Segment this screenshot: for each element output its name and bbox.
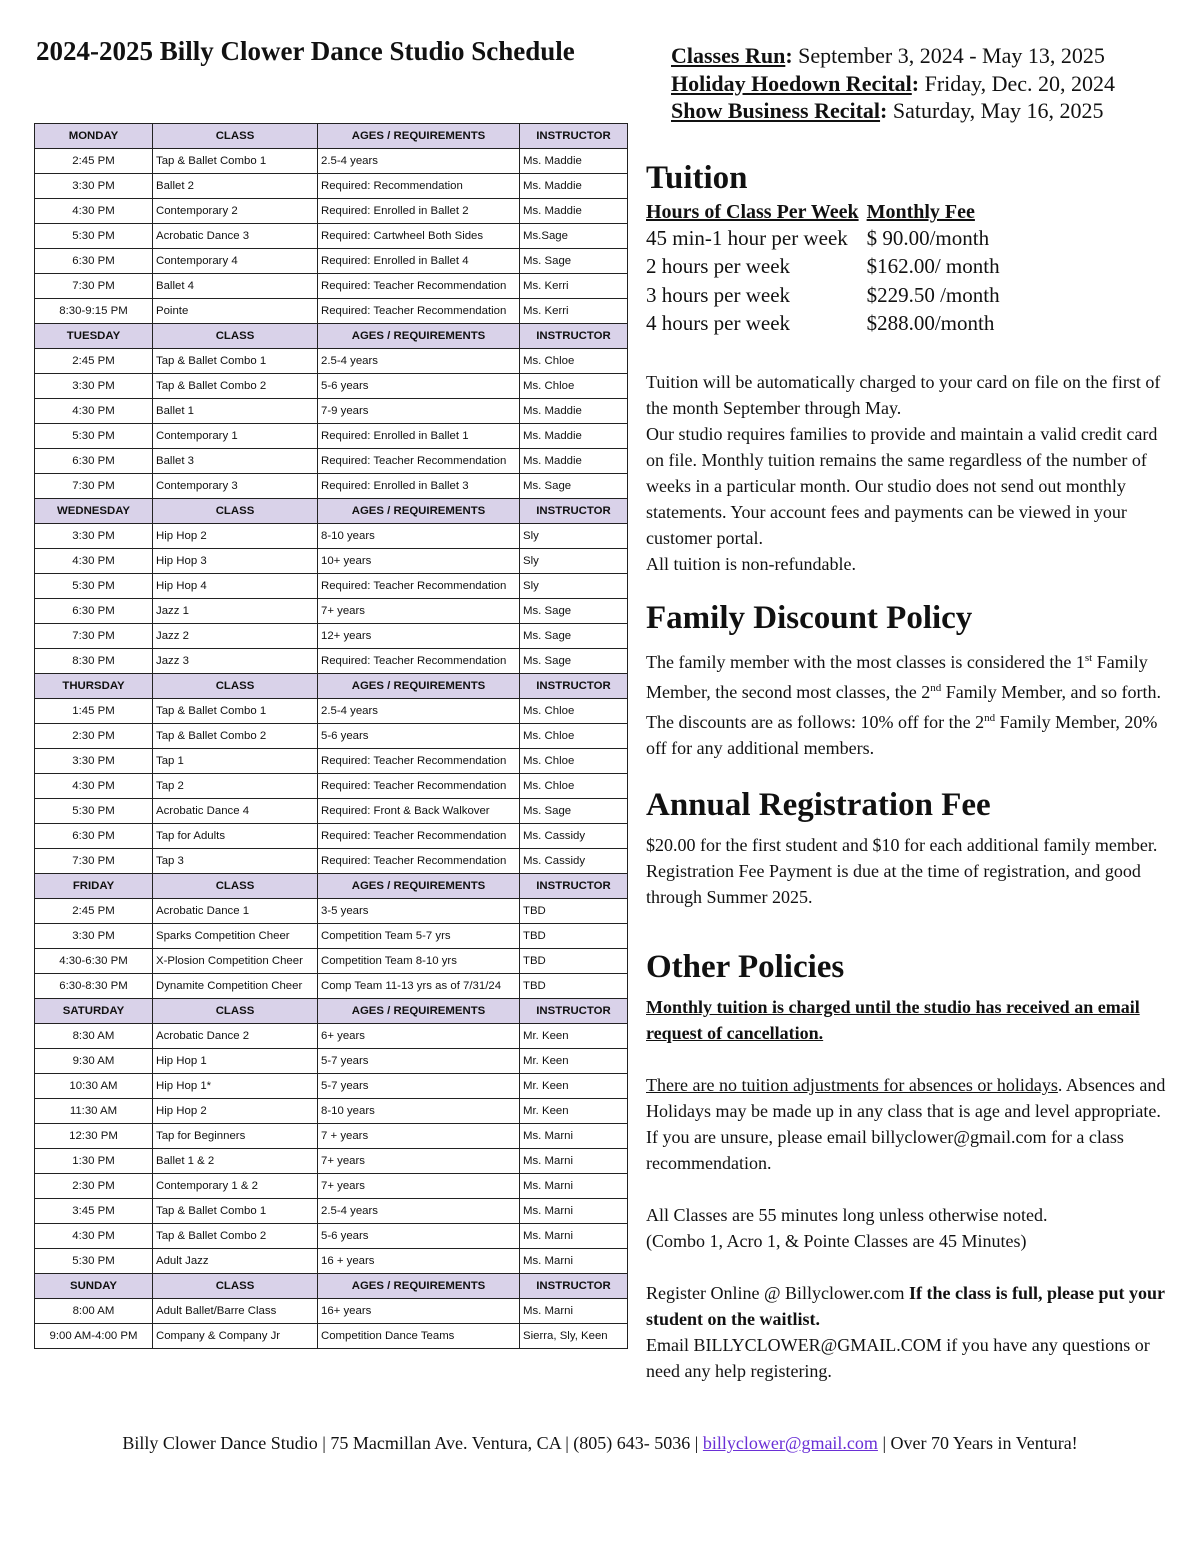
class-instructor: Ms. Kerri	[520, 274, 628, 299]
class-row	[35, 399, 628, 424]
class-requirements: Comp Team 11-13 yrs as of 7/31/24	[318, 974, 520, 999]
class-time: 10:30 AM	[35, 1074, 153, 1099]
class-time: 8:30 AM	[35, 1024, 153, 1049]
day-header-tuesday	[35, 324, 628, 349]
tuition-row: 2 hours per week $162.00/ month	[646, 254, 1000, 279]
class-name: Contemporary 2	[153, 199, 318, 224]
class-requirements: Required: Teacher Recommendation	[318, 274, 520, 299]
class-instructor: TBD	[520, 949, 628, 974]
hours-header: Hours of Class Per Week	[646, 201, 859, 223]
column-header: INSTRUCTOR	[520, 674, 628, 699]
class-name: Tap 3	[153, 849, 318, 874]
class-row	[35, 1024, 628, 1049]
class-requirements: 2.5-4 years	[318, 699, 520, 724]
class-requirements: Required: Enrolled in Ballet 3	[318, 474, 520, 499]
class-time: 3:30 PM	[35, 524, 153, 549]
class-instructor: Ms. Maddie	[520, 449, 628, 474]
class-requirements: Required: Cartwheel Both Sides	[318, 224, 520, 249]
class-time: 9:30 AM	[35, 1049, 153, 1074]
classes-run-line: Classes Run: September 3, 2024 - May 13, 2025	[671, 43, 1105, 68]
column-header: CLASS	[153, 324, 318, 349]
class-time: 5:30 PM	[35, 1249, 153, 1274]
class-requirements: Required: Teacher Recommendation	[318, 449, 520, 474]
class-time: 3:30 PM	[35, 374, 153, 399]
class-time: 11:30 AM	[35, 1099, 153, 1124]
tuition-row: 3 hours per week $229.50 /month	[646, 282, 1000, 307]
class-name: Contemporary 4	[153, 249, 318, 274]
tuition-table	[646, 201, 1000, 338]
class-time: 3:30 PM	[35, 174, 153, 199]
day-label: THURSDAY	[35, 674, 153, 699]
class-name: Contemporary 1 & 2	[153, 1174, 318, 1199]
column-header: INSTRUCTOR	[520, 1274, 628, 1299]
column-header: AGES / REQUIREMENTS	[318, 674, 520, 699]
class-requirements: Required: Teacher Recommendation	[318, 749, 520, 774]
class-row	[35, 974, 628, 999]
class-instructor: TBD	[520, 974, 628, 999]
class-requirements: 2.5-4 years	[318, 149, 520, 174]
class-row	[35, 849, 628, 874]
class-name: Jazz 2	[153, 624, 318, 649]
class-time: 7:30 PM	[35, 849, 153, 874]
class-instructor: Ms. Marni	[520, 1224, 628, 1249]
class-requirements: 5-6 years	[318, 374, 520, 399]
class-name: Ballet 1 & 2	[153, 1149, 318, 1174]
day-label: MONDAY	[35, 124, 153, 149]
class-row	[35, 574, 628, 599]
class-name: Tap for Adults	[153, 824, 318, 849]
column-header: INSTRUCTOR	[520, 499, 628, 524]
class-time: 4:30-6:30 PM	[35, 949, 153, 974]
class-requirements: 10+ years	[318, 549, 520, 574]
class-name: Tap & Ballet Combo 2	[153, 374, 318, 399]
other-policies-section	[646, 949, 1171, 1384]
class-name: Hip Hop 2	[153, 524, 318, 549]
class-requirements: 7+ years	[318, 599, 520, 624]
class-name: Sparks Competition Cheer	[153, 924, 318, 949]
class-instructor: Ms. Maddie	[520, 149, 628, 174]
day-header-sunday	[35, 1274, 628, 1299]
class-time: 8:00 AM	[35, 1299, 153, 1324]
day-header-monday	[35, 124, 628, 149]
class-name: Hip Hop 3	[153, 549, 318, 574]
class-time: 8:30-9:15 PM	[35, 299, 153, 324]
class-requirements: Competition Team 5-7 yrs	[318, 924, 520, 949]
day-label: FRIDAY	[35, 874, 153, 899]
column-header: CLASS	[153, 499, 318, 524]
absence-policy: There are no tuition adjustments for absences or holidays. Absences and Holidays may be made up in any class that is age and level appropriate. If you are unsure, please email billyclower@gmail.com for a class recommendation.	[646, 1075, 1166, 1173]
class-time: 2:45 PM	[35, 349, 153, 374]
registration-fee-section	[646, 787, 1171, 910]
footer: Billy Clower Dance Studio | 75 Macmillan Ave. Ventura, CA | (805) 643- 5036 | billyclower@gmail.com | Over 70 Years in Ventura!	[122, 1433, 1078, 1453]
help-email-note: Email BILLYCLOWER@GMAIL.COM if you have any questions or need any help registering.	[646, 1335, 1150, 1381]
class-row	[35, 549, 628, 574]
class-time: 5:30 PM	[35, 424, 153, 449]
class-time: 3:45 PM	[35, 1199, 153, 1224]
class-requirements: 8-10 years	[318, 1099, 520, 1124]
class-requirements: 7-9 years	[318, 399, 520, 424]
tuition-heading: Tuition	[646, 160, 748, 196]
column-header: CLASS	[153, 124, 318, 149]
class-instructor: TBD	[520, 899, 628, 924]
class-instructor: Ms.Sage	[520, 224, 628, 249]
column-header: CLASS	[153, 674, 318, 699]
class-requirements: 7+ years	[318, 1174, 520, 1199]
class-row	[35, 749, 628, 774]
family-discount-section	[646, 600, 1171, 761]
class-instructor: Ms. Sage	[520, 249, 628, 274]
column-header: AGES / REQUIREMENTS	[318, 499, 520, 524]
class-requirements: Required: Teacher Recommendation	[318, 824, 520, 849]
class-time: 4:30 PM	[35, 399, 153, 424]
class-length-note: All Classes are 55 minutes long unless otherwise noted.	[646, 1205, 1048, 1225]
class-instructor: Ms. Sage	[520, 474, 628, 499]
class-instructor: Ms. Sage	[520, 599, 628, 624]
class-requirements: 16 + years	[318, 1249, 520, 1274]
class-row	[35, 299, 628, 324]
class-requirements: Required: Teacher Recommendation	[318, 299, 520, 324]
class-time: 3:30 PM	[35, 749, 153, 774]
class-row	[35, 1049, 628, 1074]
class-row	[35, 774, 628, 799]
class-instructor: Mr. Keen	[520, 1099, 628, 1124]
show-recital-line: Show Business Recital: Saturday, May 16, 2025	[671, 98, 1104, 123]
class-row	[35, 249, 628, 274]
class-instructor: Mr. Keen	[520, 1049, 628, 1074]
class-requirements: 3-5 years	[318, 899, 520, 924]
class-time: 2:30 PM	[35, 1174, 153, 1199]
class-time: 6:30 PM	[35, 824, 153, 849]
class-time: 2:45 PM	[35, 899, 153, 924]
column-header: INSTRUCTOR	[520, 999, 628, 1024]
class-name: Acrobatic Dance 3	[153, 224, 318, 249]
class-time: 8:30 PM	[35, 649, 153, 674]
class-requirements: Required: Teacher Recommendation	[318, 574, 520, 599]
class-name: Hip Hop 1*	[153, 1074, 318, 1099]
class-name: Hip Hop 2	[153, 1099, 318, 1124]
class-row	[35, 224, 628, 249]
class-instructor: Ms. Chloe	[520, 724, 628, 749]
class-instructor: Ms. Chloe	[520, 749, 628, 774]
class-requirements: 8-10 years	[318, 524, 520, 549]
class-row	[35, 1149, 628, 1174]
register-note: Register Online @ Billyclower.com If the class is full, please put your student on the waitlist.	[646, 1283, 1165, 1329]
class-requirements: 5-6 years	[318, 724, 520, 749]
class-requirements: Required: Front & Back Walkover	[318, 799, 520, 824]
class-row	[35, 449, 628, 474]
class-time: 4:30 PM	[35, 199, 153, 224]
day-label: WEDNESDAY	[35, 499, 153, 524]
class-row	[35, 1224, 628, 1249]
class-requirements: Required: Teacher Recommendation	[318, 849, 520, 874]
column-header: AGES / REQUIREMENTS	[318, 124, 520, 149]
class-name: Jazz 3	[153, 649, 318, 674]
class-instructor: Ms. Chloe	[520, 699, 628, 724]
class-name: Tap 2	[153, 774, 318, 799]
class-requirements: Required: Recommendation	[318, 174, 520, 199]
class-length-exception: (Combo 1, Acro 1, & Pointe Classes are 45 Minutes)	[646, 1231, 1027, 1251]
class-name: Adult Ballet/Barre Class	[153, 1299, 318, 1324]
class-row	[35, 174, 628, 199]
class-name: Tap & Ballet Combo 1	[153, 149, 318, 174]
class-instructor: Sly	[520, 574, 628, 599]
tuition-policy-text: Tuition will be automatically charged to your card on file on the first of the month September through May. Our studio requires families to provide and maintain a valid credit card on file. Monthly tuition remains the same regardless of the number of weeks in a particular month. Our studio does not send out monthly statements. Your account fees and payments can be viewed in your customer portal. All tuition is non-refundable.	[646, 372, 1161, 574]
class-time: 7:30 PM	[35, 624, 153, 649]
class-name: Hip Hop 4	[153, 574, 318, 599]
class-name: Acrobatic Dance 2	[153, 1024, 318, 1049]
class-requirements: 2.5-4 years	[318, 1199, 520, 1224]
class-instructor: Ms. Marni	[520, 1249, 628, 1274]
class-requirements: Required: Enrolled in Ballet 2	[318, 199, 520, 224]
column-header: AGES / REQUIREMENTS	[318, 874, 520, 899]
class-name: Jazz 1	[153, 599, 318, 624]
class-instructor: Mr. Keen	[520, 1074, 628, 1099]
class-name: Acrobatic Dance 1	[153, 899, 318, 924]
class-name: Ballet 1	[153, 399, 318, 424]
class-name: Tap & Ballet Combo 1	[153, 1199, 318, 1224]
class-row	[35, 949, 628, 974]
class-requirements: 7 + years	[318, 1124, 520, 1149]
class-instructor: Ms. Maddie	[520, 199, 628, 224]
class-name: Tap & Ballet Combo 1	[153, 349, 318, 374]
column-header: INSTRUCTOR	[520, 324, 628, 349]
class-row	[35, 1324, 628, 1349]
class-row	[35, 1199, 628, 1224]
page-title: 2024-2025 Billy Clower Dance Studio Schedule	[36, 36, 575, 66]
class-time: 6:30 PM	[35, 249, 153, 274]
class-name: Tap & Ballet Combo 2	[153, 1224, 318, 1249]
class-name: X-Plosion Competition Cheer	[153, 949, 318, 974]
class-instructor: Ms. Marni	[520, 1124, 628, 1149]
column-header: CLASS	[153, 1274, 318, 1299]
class-name: Contemporary 3	[153, 474, 318, 499]
class-time: 2:30 PM	[35, 724, 153, 749]
day-label: TUESDAY	[35, 324, 153, 349]
tuition-row: 45 min-1 hour per week $ 90.00/month	[646, 225, 990, 250]
class-row	[35, 599, 628, 624]
class-row	[35, 624, 628, 649]
day-header-thursday	[35, 674, 628, 699]
class-instructor: Sly	[520, 524, 628, 549]
class-time: 6:30-8:30 PM	[35, 974, 153, 999]
column-header: INSTRUCTOR	[520, 124, 628, 149]
class-requirements: Competition Dance Teams	[318, 1324, 520, 1349]
column-header: AGES / REQUIREMENTS	[318, 1274, 520, 1299]
class-row	[35, 524, 628, 549]
class-instructor: Ms. Marni	[520, 1174, 628, 1199]
class-time: 6:30 PM	[35, 599, 153, 624]
class-instructor: Ms. Kerri	[520, 299, 628, 324]
class-row	[35, 724, 628, 749]
registration-heading: Annual Registration Fee	[646, 787, 991, 823]
registration-text: $20.00 for the first student and $10 for each additional family member. Registration Fee Payment is due at the time of registration, and good through Summer 2025.	[646, 835, 1158, 907]
class-time: 12:30 PM	[35, 1124, 153, 1149]
class-name: Hip Hop 1	[153, 1049, 318, 1074]
day-header-wednesday	[35, 499, 628, 524]
class-time: 5:30 PM	[35, 574, 153, 599]
class-requirements: Required: Enrolled in Ballet 4	[318, 249, 520, 274]
class-instructor: Ms. Maddie	[520, 424, 628, 449]
class-row	[35, 274, 628, 299]
schedule-table	[34, 123, 628, 1349]
class-row	[35, 149, 628, 174]
class-time: 6:30 PM	[35, 449, 153, 474]
class-row	[35, 899, 628, 924]
footer-email-link[interactable]: billyclower@gmail.com	[702, 1433, 878, 1453]
day-label: SUNDAY	[35, 1274, 153, 1299]
discount-text: The family member with the most classes is considered the 1st Family Member, the second most classes, the 2nd Family Member, and so forth. The discounts are as follows: 10% off for the 2nd Family Member, 20% off for any additional members.	[646, 652, 1161, 758]
class-time: 4:30 PM	[35, 549, 153, 574]
class-name: Adult Jazz	[153, 1249, 318, 1274]
class-time: 1:45 PM	[35, 699, 153, 724]
class-row	[35, 1124, 628, 1149]
class-instructor: Ms. Sage	[520, 649, 628, 674]
discount-heading: Family Discount Policy	[646, 600, 973, 636]
class-instructor: Ms. Marni	[520, 1199, 628, 1224]
other-heading: Other Policies	[646, 949, 845, 985]
class-row	[35, 199, 628, 224]
class-time: 5:30 PM	[35, 799, 153, 824]
class-requirements: 6+ years	[318, 1024, 520, 1049]
class-instructor: Ms. Chloe	[520, 774, 628, 799]
class-instructor: Ms. Marni	[520, 1149, 628, 1174]
class-requirements: Competition Team 8-10 yrs	[318, 949, 520, 974]
class-requirements: 5-6 years	[318, 1224, 520, 1249]
class-requirements: 7+ years	[318, 1149, 520, 1174]
class-name: Tap & Ballet Combo 2	[153, 724, 318, 749]
class-name: Ballet 3	[153, 449, 318, 474]
class-requirements: 5-7 years	[318, 1049, 520, 1074]
class-name: Tap for Beginners	[153, 1124, 318, 1149]
class-time: 9:00 AM-4:00 PM	[35, 1324, 153, 1349]
class-instructor: Ms. Cassidy	[520, 824, 628, 849]
column-header: INSTRUCTOR	[520, 874, 628, 899]
class-row	[35, 1249, 628, 1274]
column-header: CLASS	[153, 874, 318, 899]
class-row	[35, 924, 628, 949]
class-time: 7:30 PM	[35, 474, 153, 499]
class-row	[35, 349, 628, 374]
class-name: Company & Company Jr	[153, 1324, 318, 1349]
column-header: CLASS	[153, 999, 318, 1024]
class-requirements: Required: Teacher Recommendation	[318, 774, 520, 799]
class-instructor: Sly	[520, 549, 628, 574]
class-name: Ballet 4	[153, 274, 318, 299]
fee-header: Monthly Fee	[866, 201, 975, 223]
class-row	[35, 649, 628, 674]
class-time: 4:30 PM	[35, 774, 153, 799]
tuition-row: 4 hours per week $288.00/month	[646, 311, 995, 336]
day-header-friday	[35, 874, 628, 899]
class-row	[35, 1099, 628, 1124]
class-requirements: 2.5-4 years	[318, 349, 520, 374]
class-instructor: TBD	[520, 924, 628, 949]
class-row	[35, 1174, 628, 1199]
class-time: 7:30 PM	[35, 274, 153, 299]
day-header-saturday	[35, 999, 628, 1024]
cancellation-notice: Monthly tuition is charged until the studio has received an email request of cancellation.	[646, 997, 1140, 1043]
class-time: 3:30 PM	[35, 924, 153, 949]
class-instructor: Ms. Chloe	[520, 349, 628, 374]
class-name: Dynamite Competition Cheer	[153, 974, 318, 999]
class-instructor: Ms. Marni	[520, 1299, 628, 1324]
column-header: AGES / REQUIREMENTS	[318, 324, 520, 349]
key-dates	[671, 42, 1115, 125]
class-instructor: Ms. Sage	[520, 799, 628, 824]
class-requirements: 12+ years	[318, 624, 520, 649]
class-instructor: Ms. Chloe	[520, 374, 628, 399]
class-time: 2:45 PM	[35, 149, 153, 174]
class-instructor: Ms. Maddie	[520, 174, 628, 199]
class-row	[35, 799, 628, 824]
class-time: 4:30 PM	[35, 1224, 153, 1249]
class-row	[35, 1074, 628, 1099]
class-instructor: Sierra, Sly, Keen	[520, 1324, 628, 1349]
class-instructor: Ms. Cassidy	[520, 849, 628, 874]
class-requirements: 5-7 years	[318, 1074, 520, 1099]
class-name: Ballet 2	[153, 174, 318, 199]
class-requirements: Required: Teacher Recommendation	[318, 649, 520, 674]
class-requirements: Required: Enrolled in Ballet 1	[318, 424, 520, 449]
class-time: 1:30 PM	[35, 1149, 153, 1174]
class-row	[35, 1299, 628, 1324]
class-instructor: Ms. Maddie	[520, 399, 628, 424]
class-name: Acrobatic Dance 4	[153, 799, 318, 824]
class-row	[35, 474, 628, 499]
class-name: Pointe	[153, 299, 318, 324]
class-row	[35, 699, 628, 724]
day-label: SATURDAY	[35, 999, 153, 1024]
class-name: Contemporary 1	[153, 424, 318, 449]
column-header: AGES / REQUIREMENTS	[318, 999, 520, 1024]
class-instructor: Ms. Sage	[520, 624, 628, 649]
class-requirements: 16+ years	[318, 1299, 520, 1324]
class-time: 5:30 PM	[35, 224, 153, 249]
class-row	[35, 424, 628, 449]
class-instructor: Mr. Keen	[520, 1024, 628, 1049]
holiday-recital-line: Holiday Hoedown Recital: Friday, Dec. 20, 2024	[671, 70, 1116, 96]
class-row	[35, 824, 628, 849]
class-name: Tap & Ballet Combo 1	[153, 699, 318, 724]
tuition-section	[646, 160, 1171, 338]
class-name: Tap 1	[153, 749, 318, 774]
class-row	[35, 374, 628, 399]
